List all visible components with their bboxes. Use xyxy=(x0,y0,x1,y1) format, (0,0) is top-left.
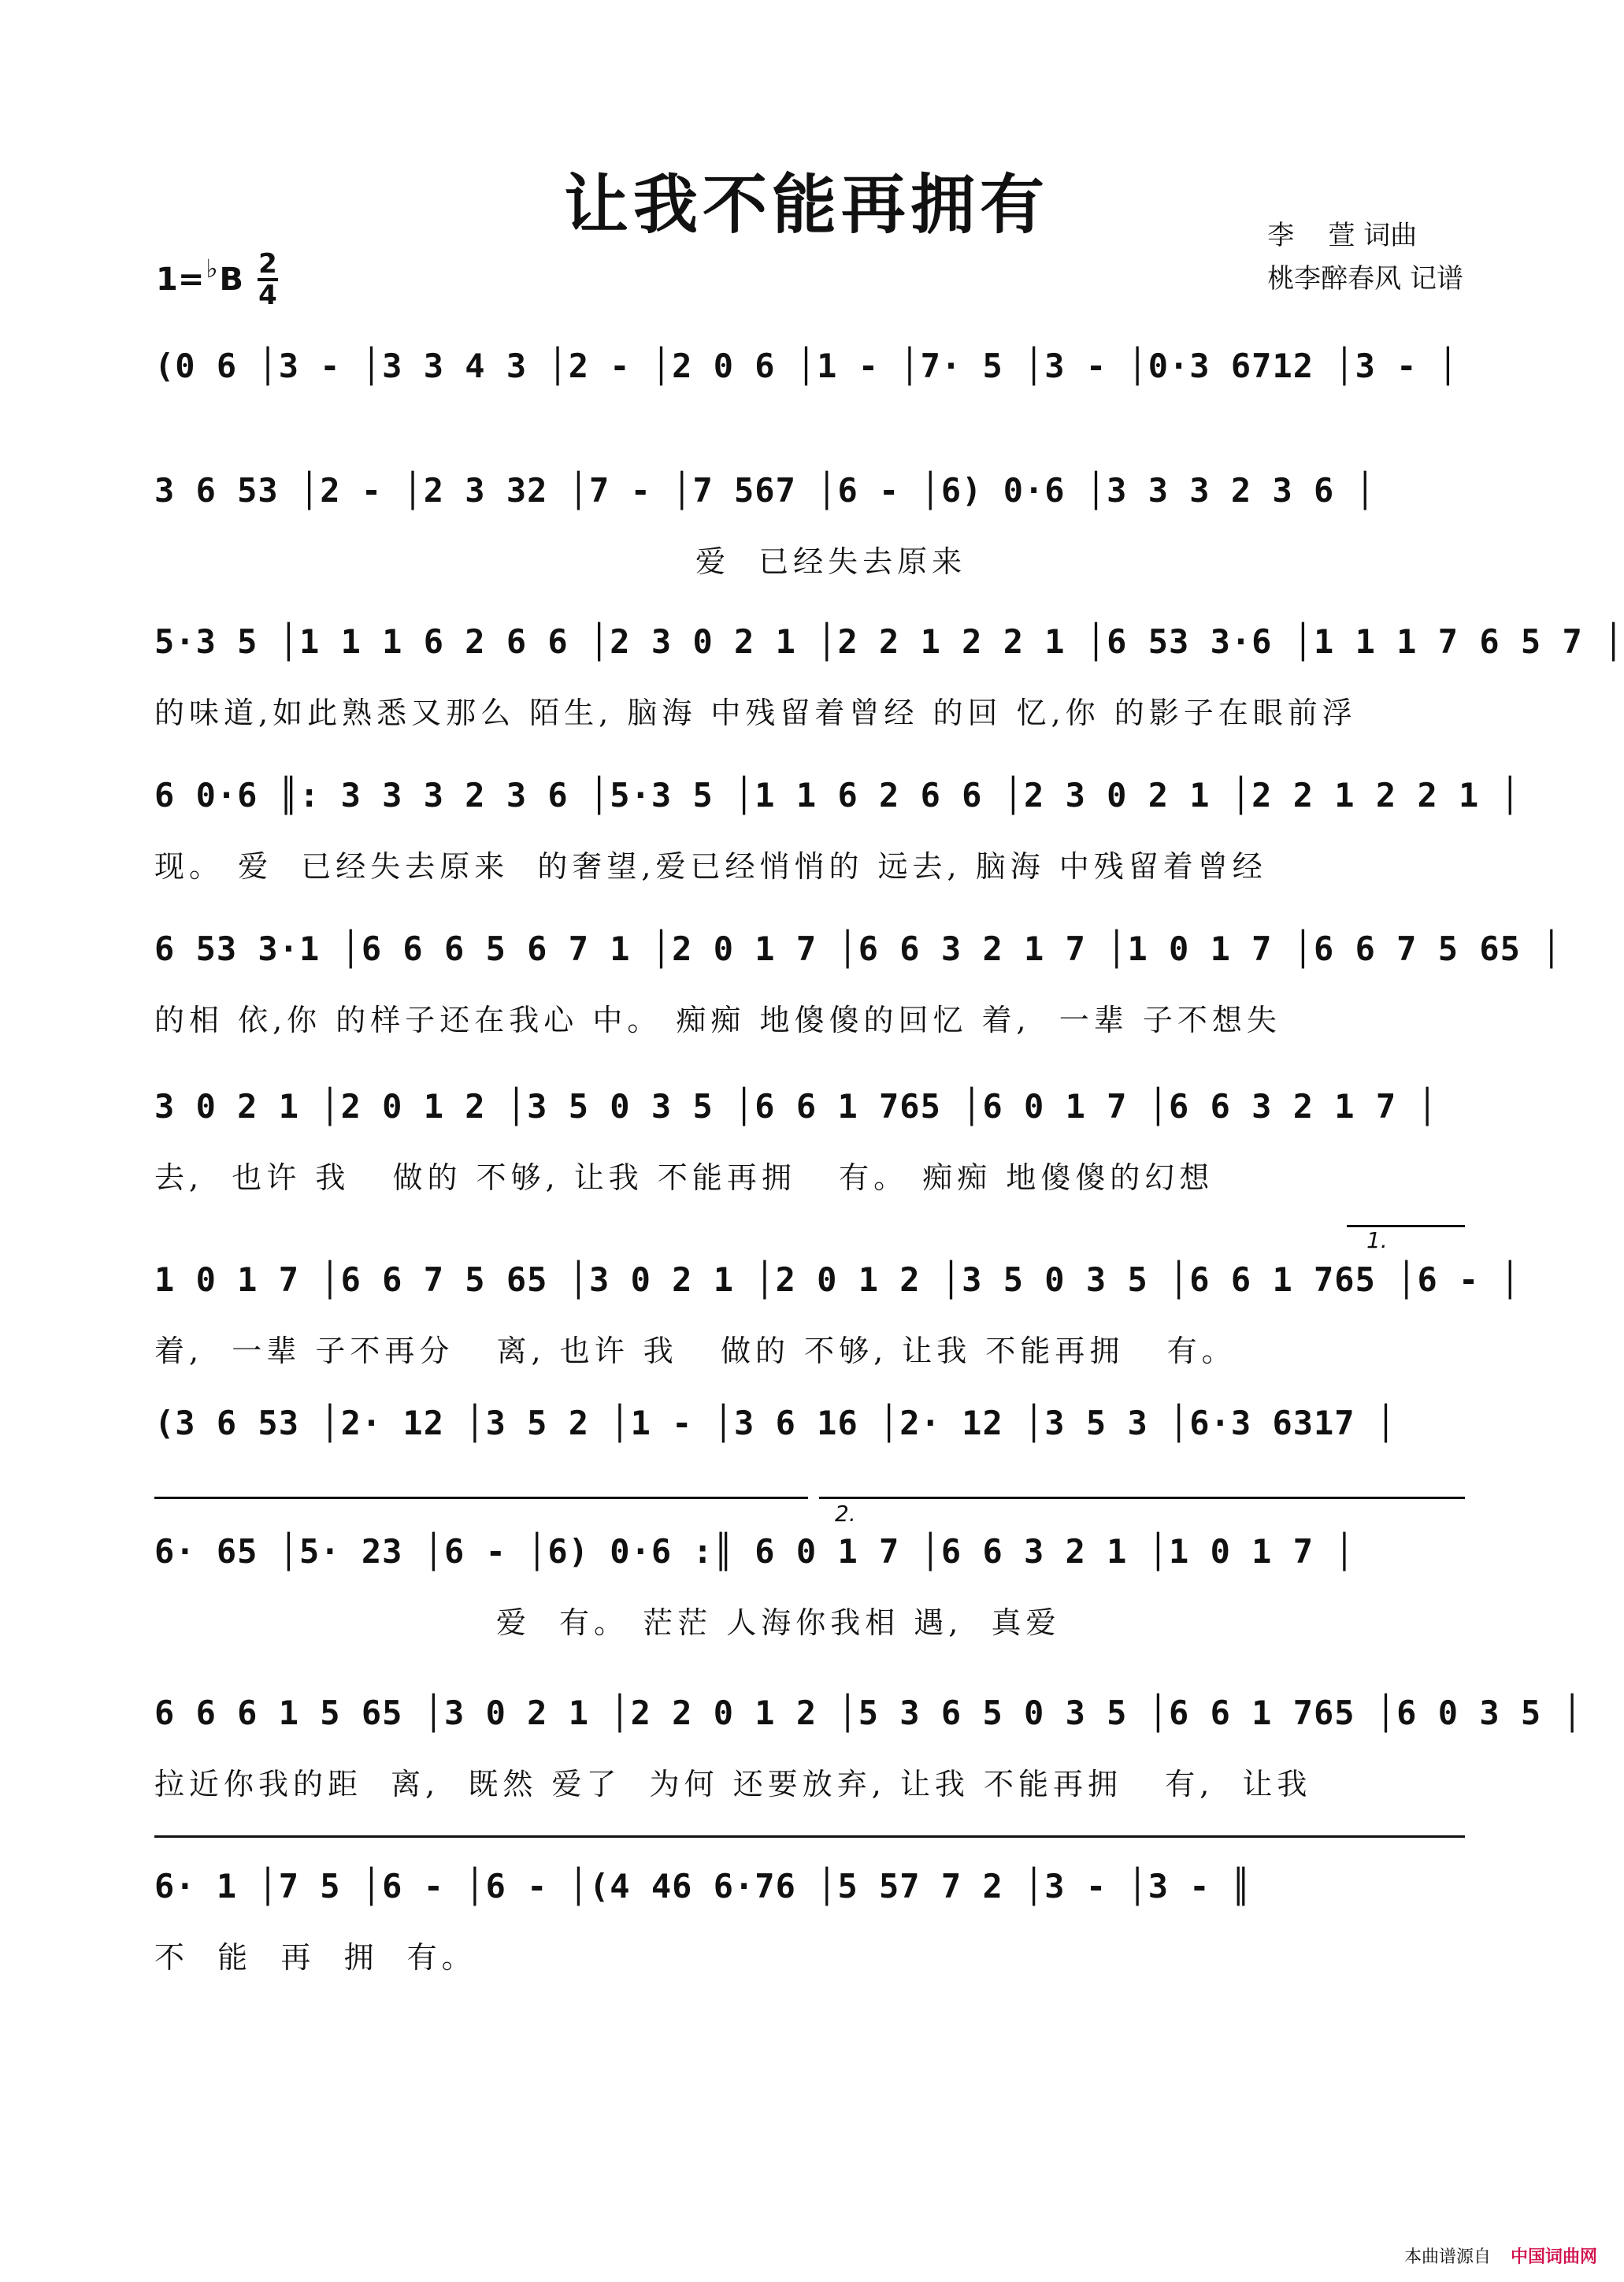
lyrics-line: 现。 爱 已经失去原来 的奢望,爱已经悄悄的 远去, 脑海 中残留着曾经 xyxy=(154,849,1267,884)
system-8 xyxy=(154,1404,1462,1470)
system-9 xyxy=(154,1532,1462,1642)
first-ending-extension xyxy=(154,1497,808,1499)
system-6 xyxy=(154,1087,1462,1197)
system-5 xyxy=(154,929,1563,1039)
notation-line: 3 0 2 1 │2 0 1 2 │3 5 0 3 5 │6 6 1 765 │6 0 1 7 │6 6 3 2 1 7 │ xyxy=(154,1087,1438,1126)
notation-line: 6· 65 │5· 23 │6 - │6) 0·6 :║ 6 0 1 7 │6 6 3 2 1 │1 0 1 7 │ xyxy=(154,1532,1355,1571)
lyrics-line: 爱 已经失去原来 xyxy=(154,544,967,579)
source-label: 本曲谱源自 xyxy=(1403,2247,1491,2267)
system-2 xyxy=(154,471,1462,581)
system-11 xyxy=(154,1867,1462,1976)
site-link[interactable]: 中国词曲网 xyxy=(1510,2247,1597,2267)
system-4 xyxy=(154,776,1521,885)
lyrics-line: 着, 一辈 子不再分 离, 也许 我 做的 不够, 让我 不能再拥 有。 xyxy=(154,1334,1237,1368)
lyrics-line: 的相 依,你 的样子还在我心 中。 痴痴 地傻傻的回忆 着, 一辈 子不想失 xyxy=(154,1003,1281,1037)
key-signature xyxy=(156,250,278,309)
notation-line: 6 6 6 1 5 65 │3 0 2 1 │2 2 0 1 2 │5 3 6 5 0 3 5 │6 6 1 765 │6 0 3 5 │ xyxy=(154,1694,1583,1732)
lyrics-line: 不 能 再 拥 有。 xyxy=(154,1940,476,1975)
lyrics-line: 爱 有。 茫茫 人海你我相 遇, 真爱 xyxy=(154,1605,1061,1640)
notation-line: (3 6 53 │2· 12 │3 5 2 │1 - │3 6 16 │2· 12 │3 5 3 │6·3 6317 │ xyxy=(154,1404,1397,1442)
footer xyxy=(1404,2243,1597,2268)
first-ending-label: 1. xyxy=(1366,1227,1388,1253)
notation-line: 6· 1 │7 5 │6 - │6 - │(4 46 6·76 │5 57 7 2 │3 - │3 - ║ xyxy=(154,1867,1252,1905)
notation-line: 1 0 1 7 │6 6 7 5 65 │3 0 2 1 │2 0 1 2 │3 5 0 3 5 │6 6 1 765 │6 - │ xyxy=(154,1260,1521,1299)
notation-line: 5·3 5 │1 1 1 6 2 6 6 │2 3 0 2 1 │2 2 1 2 2 1 │6 53 3·6 │1 1 1 7 6 5 7 │ xyxy=(154,622,1624,661)
time-signature xyxy=(258,250,278,309)
key-prefix: 1= xyxy=(156,262,205,298)
time-top: 2 xyxy=(258,248,277,280)
lyrics-line: 的味道,如此熟悉又那么 陌生, 脑海 中残留着曾经 的回 忆,你 的影子在眼前浮 xyxy=(154,696,1357,730)
flat-icon: ♭ xyxy=(206,254,218,284)
lyrics-line: 拉近你我的距 离, 既然 爱了 为何 还要放弃, 让我 不能再拥 有, 让我 xyxy=(154,1767,1312,1801)
lyrics-line: 去, 也许 我 做的 不够, 让我 不能再拥 有。 痴痴 地傻傻的幻想 xyxy=(154,1160,1214,1195)
system-7 xyxy=(154,1260,1521,1370)
system-10 xyxy=(154,1694,1583,1803)
coda-bracket xyxy=(154,1835,1465,1838)
transcriber: 桃李醉春风 记谱 xyxy=(1267,263,1463,295)
notation-line: 3 6 53 │2 - │2 3 32 │7 - │7 567 │6 - │6) 0·6 │3 3 3 2 3 6 │ xyxy=(154,471,1376,510)
key-note: B xyxy=(219,262,243,298)
lyricist-composer: 李 萱 词曲 xyxy=(1267,220,1418,251)
credits xyxy=(1267,214,1463,301)
page-title: 让我不能再拥有 xyxy=(563,167,1049,243)
notation-line: 6 53 3·1 │6 6 6 5 6 7 1 │2 0 1 7 │6 6 3 2 1 7 │1 0 1 7 │6 6 7 5 65 │ xyxy=(154,929,1563,968)
second-ending-bracket xyxy=(819,1497,1465,1499)
system-1 xyxy=(154,347,1462,413)
second-ending-label: 2. xyxy=(835,1501,856,1527)
first-ending-bracket xyxy=(1347,1225,1465,1227)
time-bottom: 4 xyxy=(258,280,277,311)
notation-line: (0 6 │3 - │3 3 4 3 │2 - │2 0 6 │1 - │7· 5 │3 - │0·3 6712 │3 - │ xyxy=(154,347,1459,385)
system-3 xyxy=(154,622,1624,732)
notation-line: 6 0·6 ║: 3 3 3 2 3 6 │5·3 5 │1 1 6 2 6 6 │2 3 0 2 1 │2 2 1 2 2 1 │ xyxy=(154,776,1521,814)
